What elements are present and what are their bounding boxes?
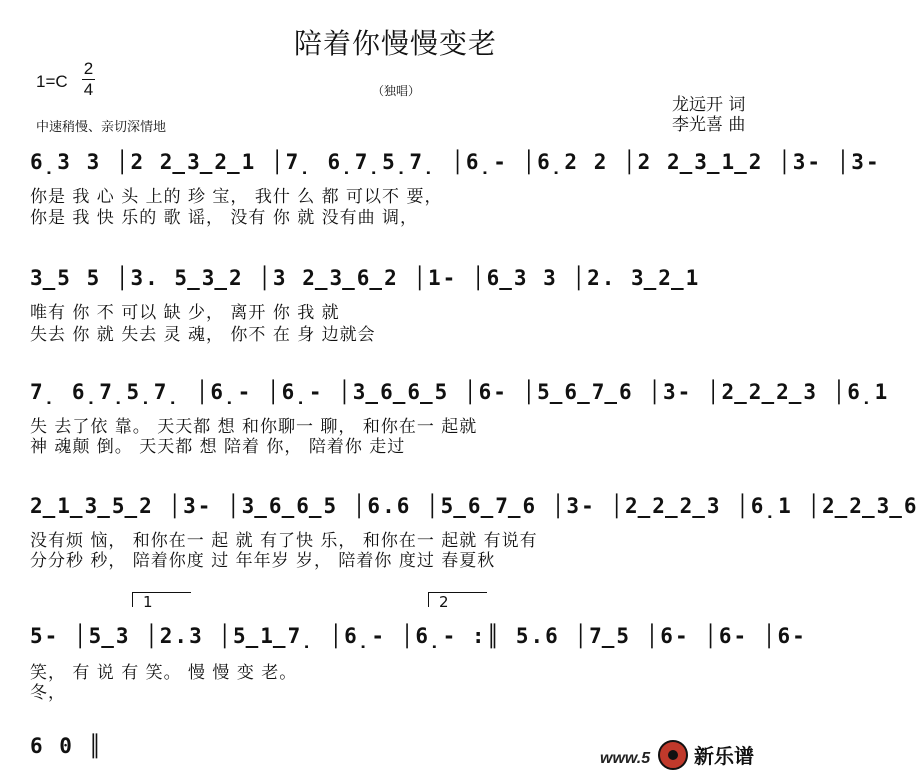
lyric-verse-1: 失 去了依 靠。 天天都 想 和你聊一 聊， 和你在一 起就 xyxy=(30,417,478,437)
notation-line: 3̲5 5 │3. 5̲3̲2 │3 2̲3̲6̲2 │1- │6̲3 3 │2. 3̲2̲1 xyxy=(30,266,701,290)
performance-note: （独唱） xyxy=(372,84,421,98)
notation-line: 6 0 ║ xyxy=(30,734,104,758)
lyric-verse-2: 神 魂颠 倒。 天天都 想 陪着 你， 陪着你 走过 xyxy=(30,437,406,457)
notation-line: 2̲1̲3̲5̲2 │3- │3̲6̲6̲5 │6.6 │5̲6̲7̲6 │3- │2̲2̲2̲3 │6̣1 │2̲2̲3̲6 xyxy=(30,494,919,518)
second-ending-bracket xyxy=(428,592,487,611)
lyric-verse-2: 分分秒 秒， 陪着你度 过 年年岁 岁， 陪着你 度过 春夏秋 xyxy=(30,551,496,571)
first-ending-number: 1 xyxy=(143,593,153,611)
watermark-url: www.5 xyxy=(600,750,651,767)
record-logo-icon xyxy=(658,740,688,770)
watermark-brand: 新乐谱 xyxy=(694,744,754,768)
page-title: 陪着你慢慢变老 xyxy=(293,27,497,60)
lyric-verse-1: 你是 我 心 头 上的 珍 宝， 我什 么 都 可以不 要， xyxy=(30,187,443,207)
notation-line: 6̣3 3 │2 2̲3̲2̲1 │7̣ 6̣7̣5̣7̣ │6̣- │6̣2 2 │2 2̲3̲1̲2 │3- │3- xyxy=(30,150,881,174)
time-signature xyxy=(82,60,95,99)
lyric-verse-2: 失去 你 就 失去 灵 魂， 你不 在 身 边就会 xyxy=(30,325,376,345)
key-signature: 1=C xyxy=(36,72,68,91)
first-ending-bracket xyxy=(132,592,191,611)
time-signature-bottom: 4 xyxy=(83,80,94,99)
second-ending-number: 2 xyxy=(439,593,449,611)
notation-line: 5- │5̲3 │2.3 │5̲1̲7̣ │6̣- │6̣- :║ 5.6 │7̲5 │6- │6- │6- xyxy=(30,624,807,648)
lyricist-credit: 龙远开 词 xyxy=(672,95,746,115)
lyric-verse-1: 唯有 你 不 可以 缺 少， 离开 你 我 就 xyxy=(30,303,340,323)
time-signature-top: 2 xyxy=(83,59,94,78)
notation-line: 7̣ 6̣7̣5̣7̣ │6̣- │6̣- │3̲6̲6̲5 │6- │5̲6̲7̲6 │3- │2̲2̲2̲3 │6̣1 xyxy=(30,380,890,404)
tempo-marking: 中速稍慢、亲切深情地 xyxy=(36,120,167,135)
lyric-verse-1: 笑， 有 说 有 笑。 慢 慢 变 老。 xyxy=(30,663,298,683)
lyric-verse-2: 冬， xyxy=(30,683,66,703)
lyric-verse-1: 没有烦 恼， 和你在一 起 就 有了快 乐， 和你在一 起就 有说有 xyxy=(30,531,538,551)
composer-credit: 李光喜 曲 xyxy=(672,115,746,135)
lyric-verse-2: 你是 我 快 乐的 歌 谣， 没有 你 就 没有曲 调， xyxy=(30,208,419,228)
